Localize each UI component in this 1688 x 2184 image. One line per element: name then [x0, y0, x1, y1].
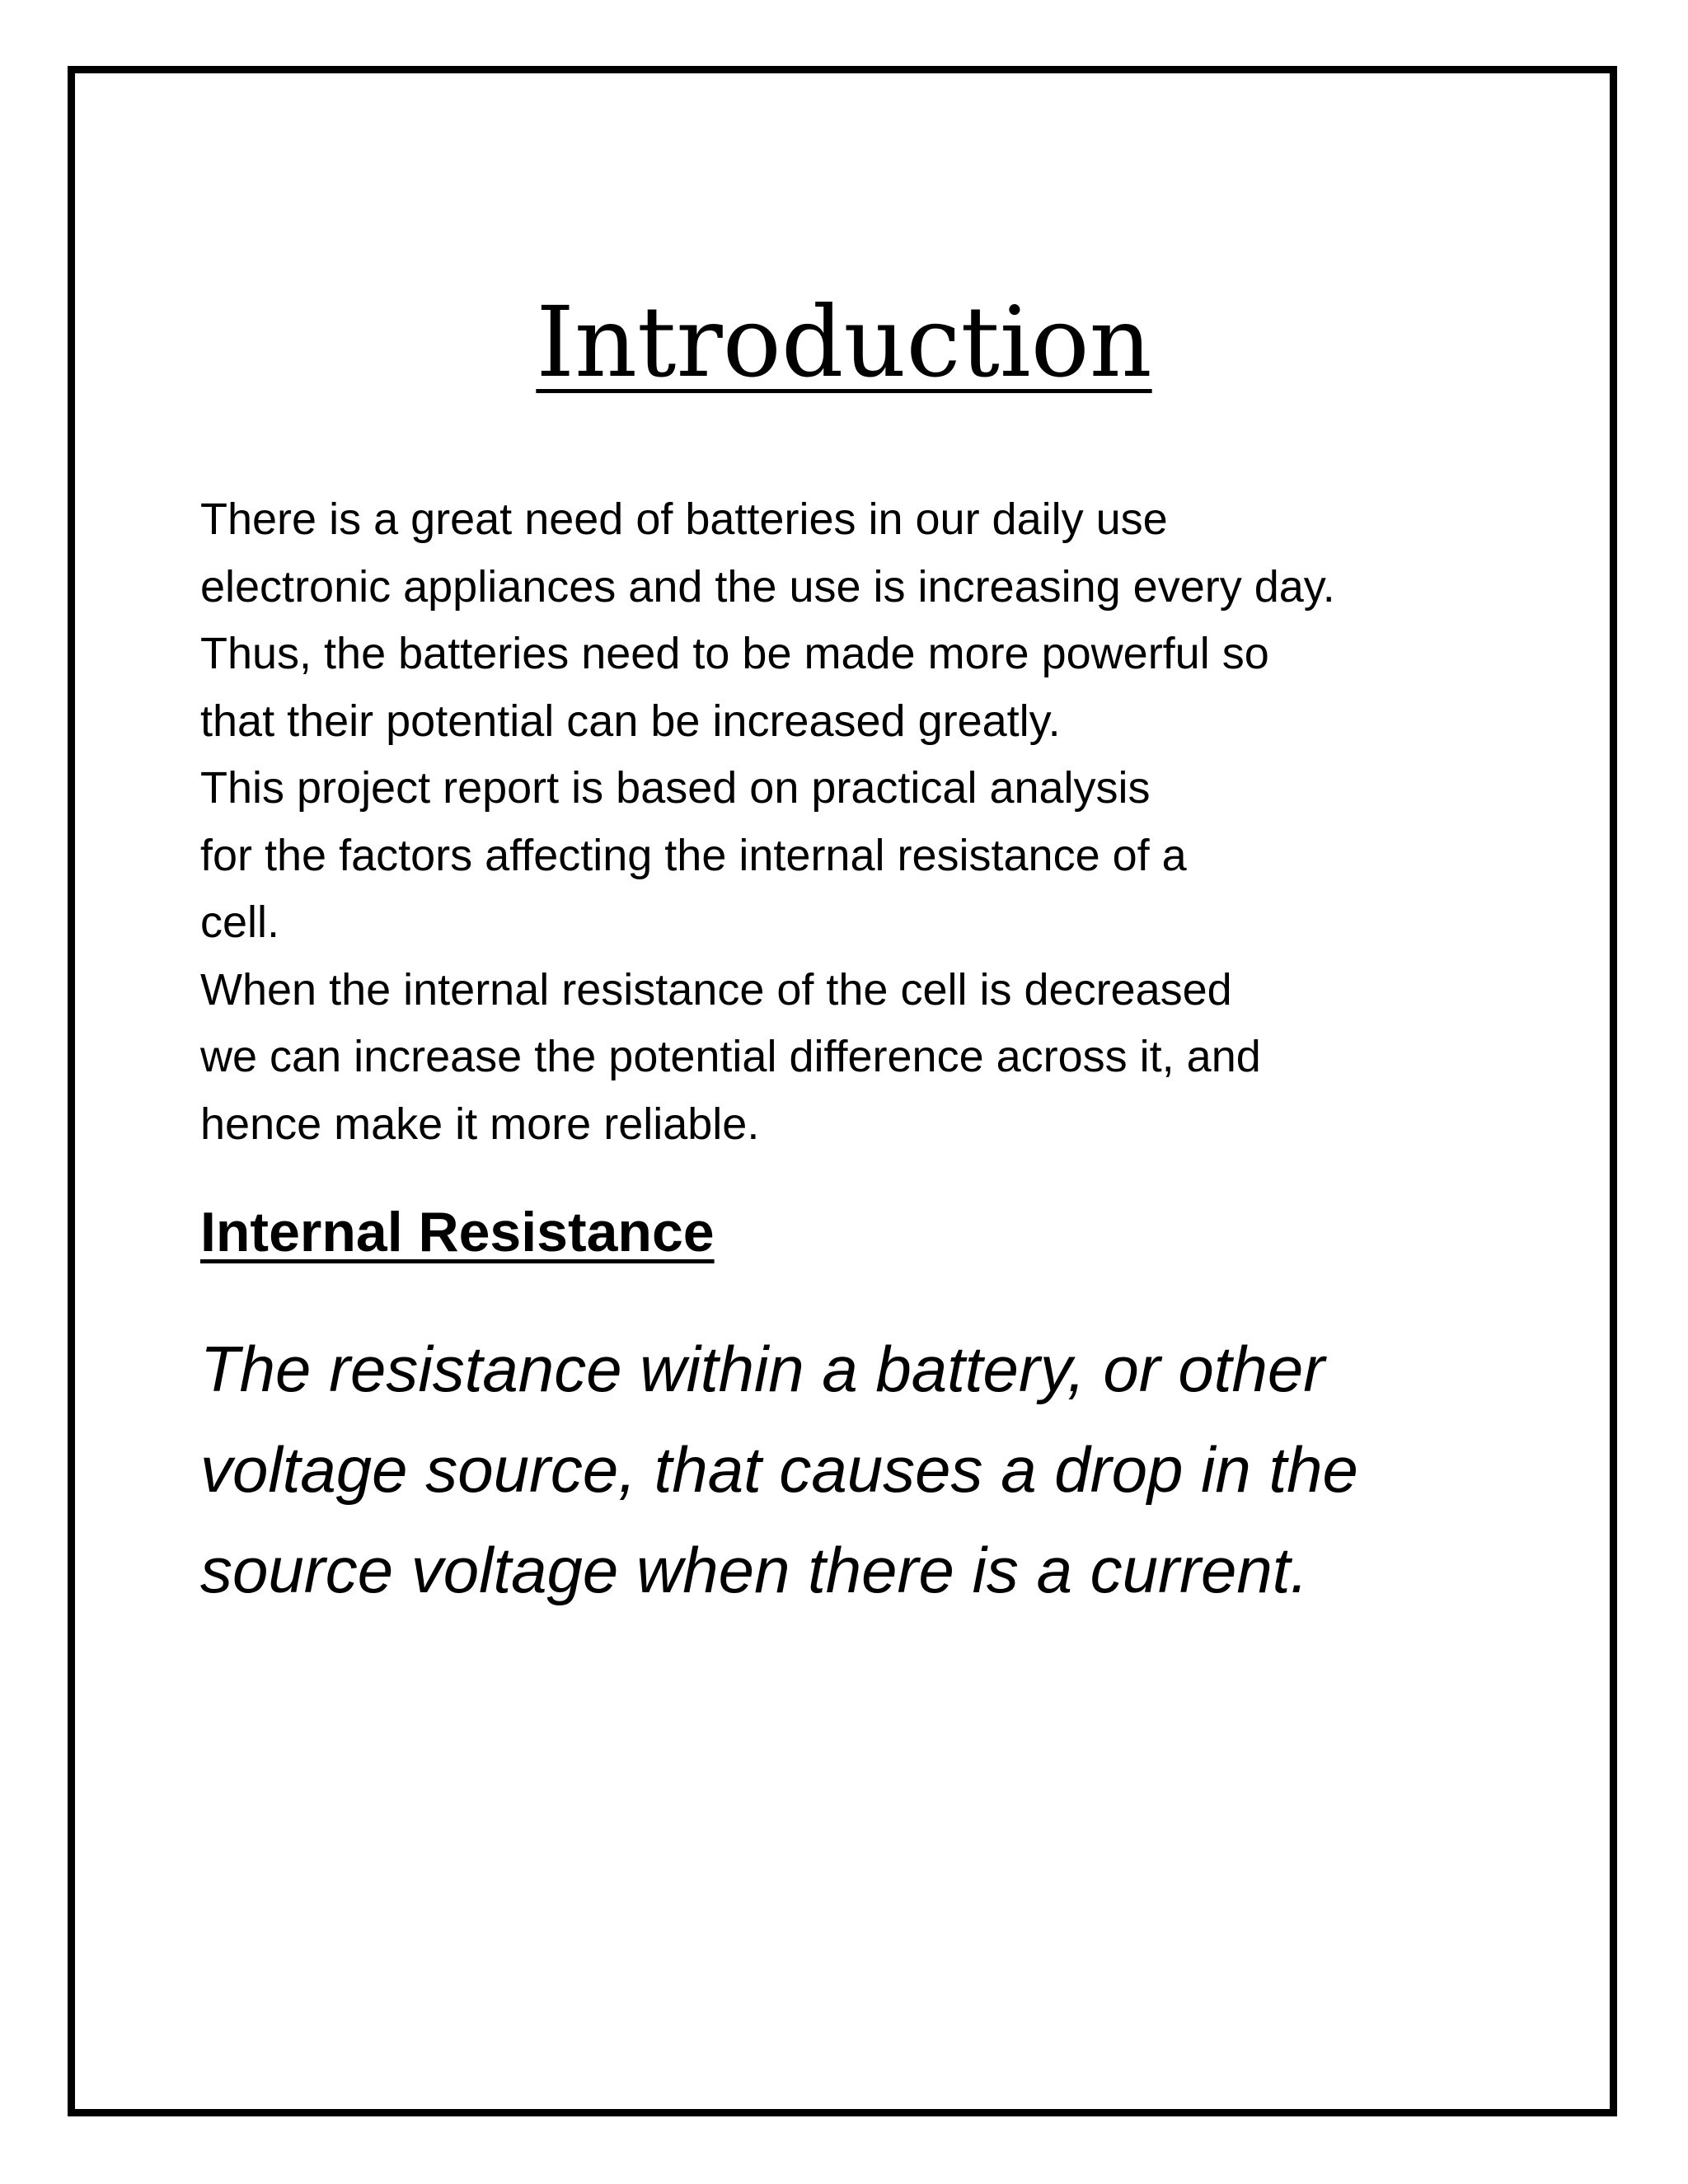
intro-paragraph: [200, 486, 1560, 1158]
intro-line: for the factors affecting the internal resistance of a: [200, 830, 1187, 880]
intro-line: electronic appliances and the use is increasing every day.: [200, 561, 1335, 612]
definition-line: source voltage when there is a current.: [200, 1534, 1309, 1606]
intro-line: This project report is based on practical analysis: [200, 763, 1151, 813]
definition-line: voltage source, that causes a drop in the: [200, 1433, 1358, 1506]
intro-line: When the internal resistance of the cell is decreased: [200, 964, 1232, 1015]
definition-line: The resistance within a battery, or other: [200, 1333, 1325, 1405]
intro-line: hence make it more reliable.: [200, 1099, 760, 1149]
intro-line: There is a great need of batteries in our daily use: [200, 494, 1168, 544]
section-heading: Internal Resistance: [200, 1201, 715, 1263]
intro-line: cell.: [200, 898, 280, 947]
definition-paragraph: [200, 1319, 1560, 1620]
intro-line: that their potential can be increased greatly.: [200, 696, 1061, 746]
intro-line: Thus, the batteries need to be made more powerful so: [200, 629, 1269, 678]
intro-line: we can increase the potential difference across it, and: [200, 1032, 1261, 1081]
page-title: Introduction: [536, 285, 1152, 399]
